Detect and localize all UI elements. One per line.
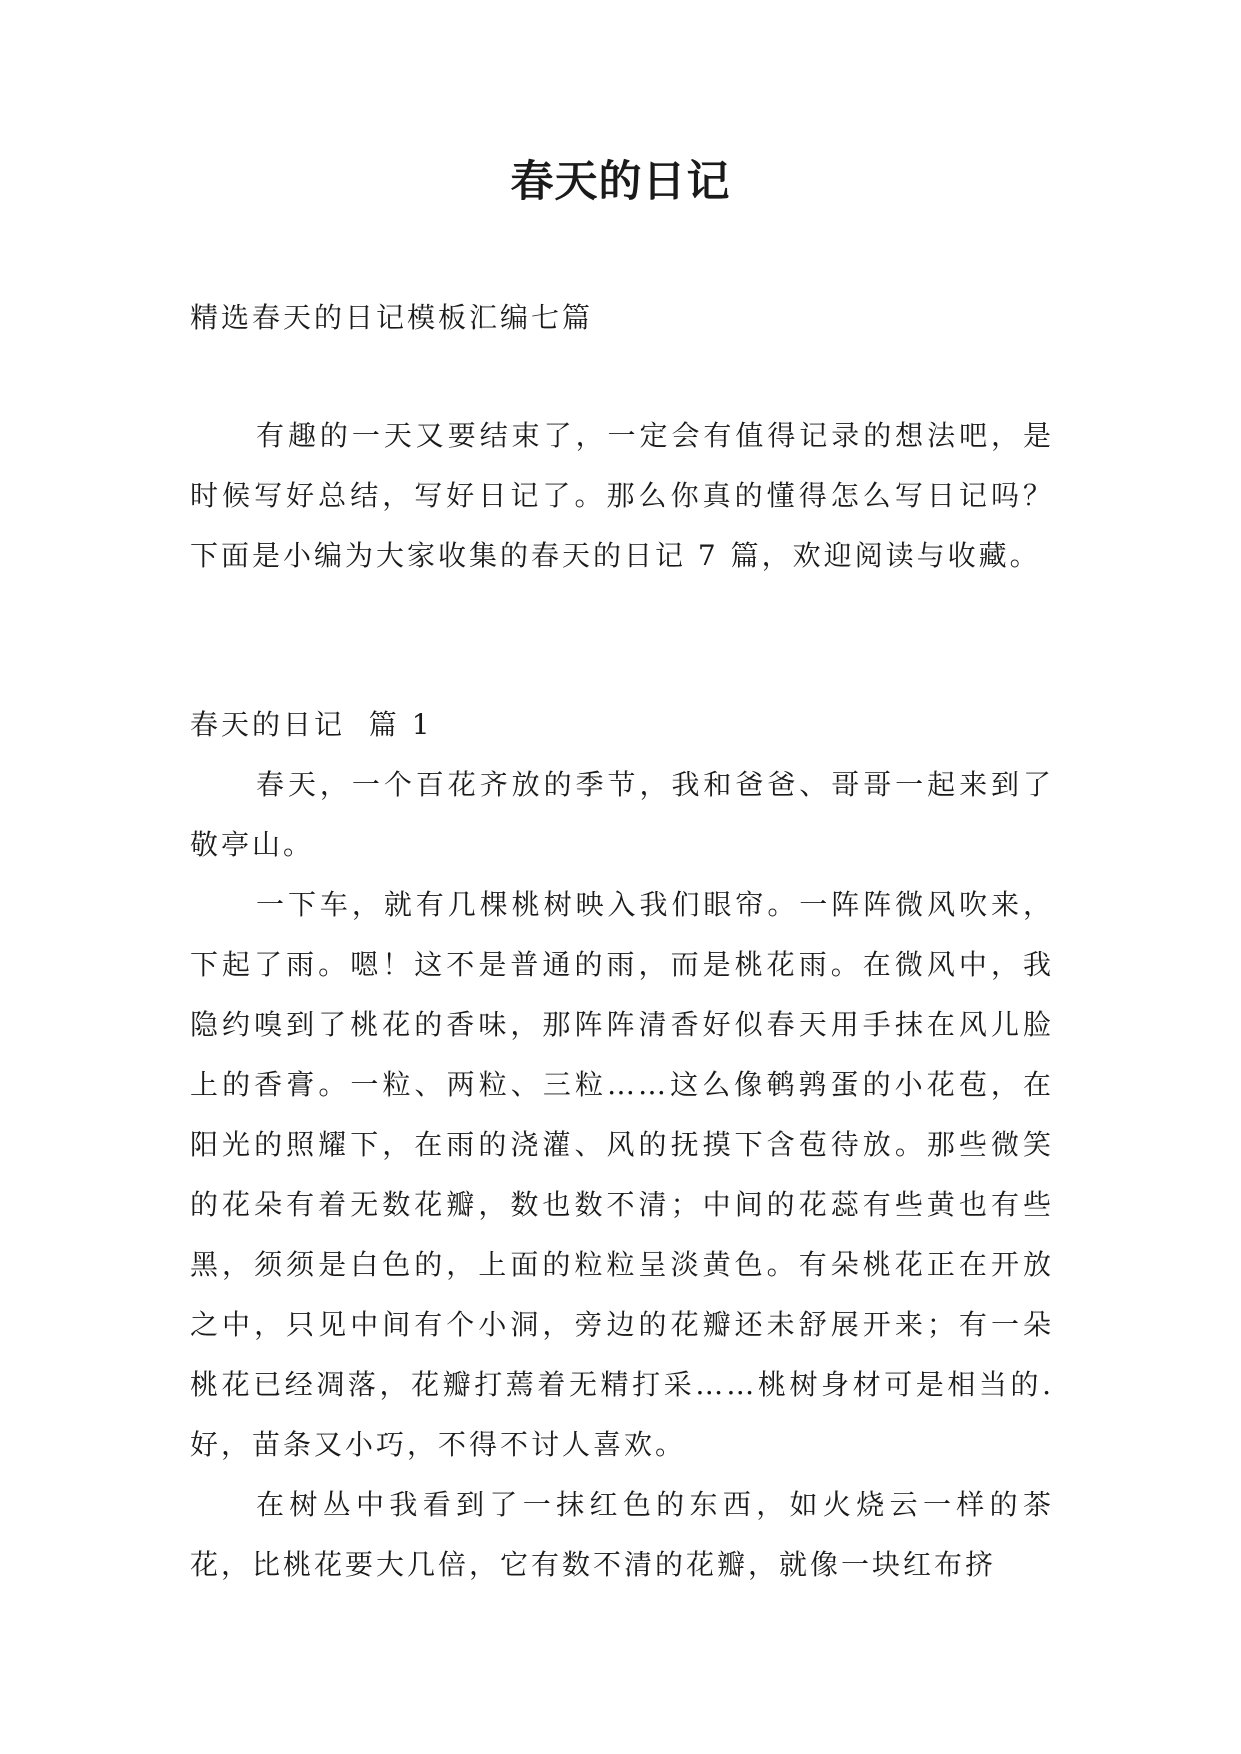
diary-paragraph-2: 一下车，就有几棵桃树映入我们眼帘。一阵阵微风吹来，下起了雨。嗯！这不是普通的雨，而是桃花雨。在微风中，我隐约嗅到了桃花的香味，那阵阵清香好似春天用手抹在风儿脸上的香膏。一粒、两粒、三粒……这么像鹌鹑蛋的小花苞，在阳光的照耀下，在雨的浇灌、风的抚摸下含苞待放。那些微笑的花朵有着无数花瓣，数也数不清；中间的花蕊有些黄也有些黑，须须是白色的，上面的粒粒呈淡黄色。有朵桃花正在开放之中，只见中间有个小洞，旁边的花瓣还未舒展开来；有一朵桃花已经凋落，花瓣打蔫着无精打采……桃树身材可是相当的.好，苗条又小巧，不得不讨人喜欢。 (190, 888, 1054, 1461)
document-subtitle: 精选春天的日记模板汇编七篇 (190, 301, 594, 334)
diary-paragraph-3: 在树丛中我看到了一抹红色的东西，如火烧云一样的茶花，比桃花要大几倍，它有数不清的花瓣，就像一块红布挤 (190, 1488, 1054, 1581)
document-title: 春天的日记 (510, 157, 731, 207)
diary-body (190, 755, 1054, 1595)
section-heading: 春天的日记 篇 1 (190, 708, 433, 741)
diary-paragraph-1: 春天，一个百花齐放的季节，我和爸爸、哥哥一起来到了敬亭山。 (190, 768, 1054, 861)
intro-section (190, 406, 1054, 586)
intro-paragraph: 有趣的一天又要结束了，一定会有值得记录的想法吧，是时候写好总结，写好日记了。那么你真的懂得怎么写日记吗？下面是小编为大家收集的春天的日记 7 篇，欢迎阅读与收藏。 (190, 419, 1054, 572)
